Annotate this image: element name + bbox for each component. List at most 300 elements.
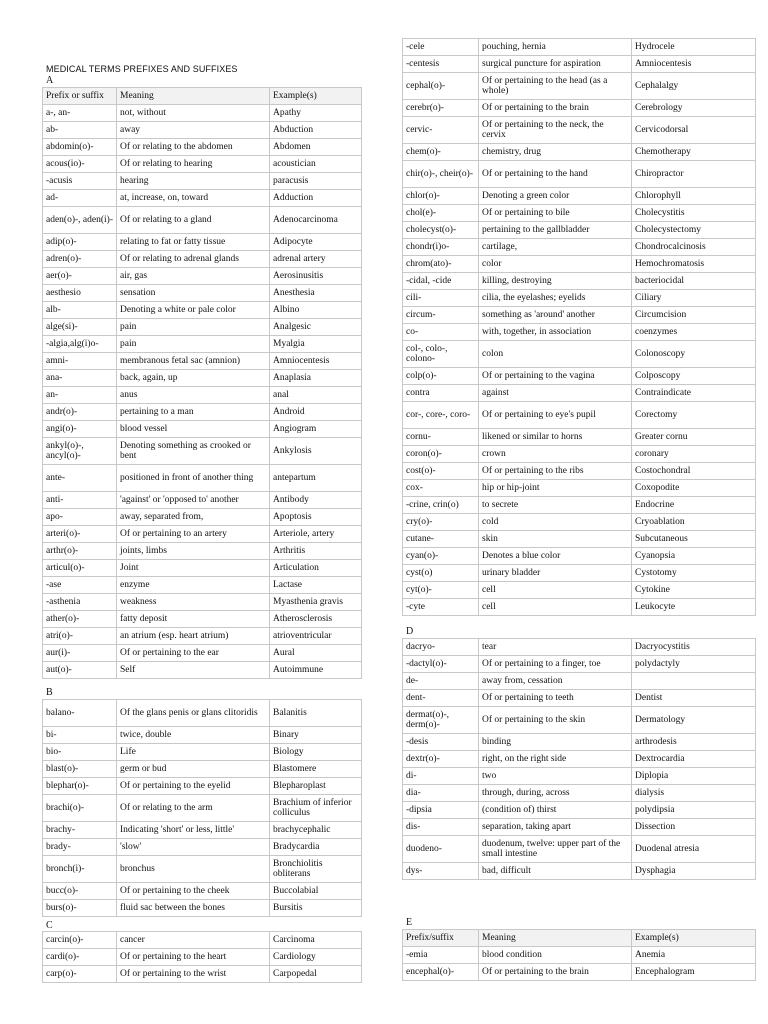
term-prefix: -dipsia [403,802,479,819]
term-meaning: Of or pertaining to the neck, the cervix [479,117,632,144]
term-prefix: aer(o)- [43,268,117,285]
term-prefix: balano- [43,700,117,727]
table-row [403,531,756,548]
term-prefix: ana- [43,370,117,387]
table-row [43,404,362,421]
term-example: Angiogram [270,421,362,438]
table-row [43,856,362,883]
term-meaning: Denoting something as crooked or bent [117,438,270,465]
table-row [43,509,362,526]
term-example: Abduction [270,122,362,139]
term-example: acoustician [270,156,362,173]
table-row [43,560,362,577]
term-meaning: cancer [117,932,270,949]
table-section-a [42,87,362,679]
term-prefix: cyt(o)- [403,582,479,599]
term-prefix: burs(o)- [43,900,117,917]
term-example: Costochondral [632,463,756,480]
term-example: Ankylosis [270,438,362,465]
term-meaning: Of or pertaining to the heart [117,949,270,966]
term-prefix: brachi(o)- [43,795,117,822]
table-row [403,56,756,73]
term-meaning: Of or pertaining to the head (as a whole) [479,73,632,100]
term-example: Bradycardia [270,839,362,856]
term-meaning: pertaining to the gallbladder [479,222,632,239]
term-example: Cyanopsia [632,548,756,565]
table-section-b [42,699,362,917]
term-prefix: dent- [403,690,479,707]
term-example: Myalgia [270,336,362,353]
term-example: dialysis [632,785,756,802]
term-meaning: fatty deposit [117,611,270,628]
term-prefix: aut(o)- [43,662,117,679]
term-example: Dextrocardia [632,751,756,768]
table-header-row [43,88,362,105]
term-prefix: alge(si)- [43,319,117,336]
table-row [43,465,362,492]
header-example: Example(s) [270,88,362,105]
term-example: Carcinoma [270,932,362,949]
term-meaning: cilia, the eyelashes; eyelids [479,290,632,307]
table-row [403,565,756,582]
term-prefix: adip(o)- [43,234,117,251]
term-example: Corectomy [632,402,756,429]
term-example: Cardiology [270,949,362,966]
term-meaning: cold [479,514,632,531]
section-heading-b: B [46,687,53,698]
table-row [43,251,362,268]
term-prefix: ankyl(o)-, ancyl(o)- [43,438,117,465]
term-prefix: -ase [43,577,117,594]
term-example: antepartum [270,465,362,492]
term-example: Cholecystectomy [632,222,756,239]
term-meaning: Of or pertaining to the brain [479,964,632,981]
table-row [403,161,756,188]
term-prefix: bucc(o)- [43,883,117,900]
term-prefix: abdomin(o)- [43,139,117,156]
term-meaning: Of or pertaining to the vagina [479,368,632,385]
term-prefix: ab- [43,122,117,139]
term-prefix: chir(o)-, cheir(o)- [403,161,479,188]
term-prefix: coron(o)- [403,446,479,463]
term-prefix: -algia,alg(i)o- [43,336,117,353]
term-example: Chiropractor [632,161,756,188]
term-prefix: -centesis [403,56,479,73]
term-example: Greater cornu [632,429,756,446]
table-row [43,353,362,370]
term-example: Blastomere [270,761,362,778]
term-example: Android [270,404,362,421]
term-example: Dacryocystitis [632,639,756,656]
table-row [43,285,362,302]
term-example: Albino [270,302,362,319]
term-prefix: blephar(o)- [43,778,117,795]
term-prefix: -emia [403,947,479,964]
table-row [43,370,362,387]
term-prefix: angi(o)- [43,421,117,438]
table-row [43,645,362,662]
term-meaning: fluid sac between the bones [117,900,270,917]
table-row [43,700,362,727]
term-example: Antibody [270,492,362,509]
term-meaning: chemistry, drug [479,144,632,161]
term-meaning: bronchus [117,856,270,883]
term-meaning: Self [117,662,270,679]
term-meaning: urinary bladder [479,565,632,582]
term-meaning: 'slow' [117,839,270,856]
term-example: Hemochromatosis [632,256,756,273]
term-prefix: carp(o)- [43,966,117,983]
term-example: Adenocarcinoma [270,207,362,234]
table-row [403,707,756,734]
term-prefix: duodeno- [403,836,479,863]
term-prefix: cornu- [403,429,479,446]
table-row [43,628,362,645]
term-prefix: -dactyl(o)- [403,656,479,673]
term-prefix: di- [403,768,479,785]
table-row [403,446,756,463]
term-prefix: chrom(ato)- [403,256,479,273]
table-row [43,949,362,966]
term-prefix: chem(o)- [403,144,479,161]
term-prefix: chlor(o)- [403,188,479,205]
term-prefix: brachy- [43,822,117,839]
term-meaning: Of or relating to adrenal glands [117,251,270,268]
term-prefix: aesthesio [43,285,117,302]
term-meaning: Denoting a green color [479,188,632,205]
term-meaning: cell [479,582,632,599]
term-prefix: cutane- [403,531,479,548]
table-row [43,173,362,190]
term-example: Cholecystitis [632,205,756,222]
term-example: Dermatology [632,707,756,734]
term-meaning: likened or similar to horns [479,429,632,446]
term-prefix: -asthenia [43,594,117,611]
table-row [403,290,756,307]
term-meaning: Of or pertaining to eye's pupil [479,402,632,429]
term-prefix: ad- [43,190,117,207]
term-meaning: Of or pertaining to the ear [117,645,270,662]
term-example: Dysphagia [632,863,756,880]
table-row [43,932,362,949]
term-meaning: Of or pertaining to the brain [479,100,632,117]
term-meaning: Of or pertaining to the cheek [117,883,270,900]
table-row [403,239,756,256]
term-prefix: -crine, crin(o) [403,497,479,514]
term-meaning: away, separated from, [117,509,270,526]
term-prefix: bronch(i)- [43,856,117,883]
term-example: Atherosclerosis [270,611,362,628]
table-row [43,543,362,560]
term-prefix: cardi(o)- [43,949,117,966]
term-example: Abdomen [270,139,362,156]
table-row [403,802,756,819]
term-prefix: cor-, core-, coro- [403,402,479,429]
term-example: anal [270,387,362,404]
term-example: Cystotomy [632,565,756,582]
term-meaning: (condition of) thirst [479,802,632,819]
table-section-e [402,929,756,981]
table-row [43,761,362,778]
term-example: Buccolabial [270,883,362,900]
term-meaning: to secrete [479,497,632,514]
table-row [43,319,362,336]
term-meaning: joints, limbs [117,543,270,560]
table-row [403,964,756,981]
table-row [43,105,362,122]
table-row [43,122,362,139]
term-meaning: back, again, up [117,370,270,387]
term-meaning: tear [479,639,632,656]
table-row [43,744,362,761]
table-row [403,463,756,480]
table-row [43,492,362,509]
term-example: coronary [632,446,756,463]
term-meaning: binding [479,734,632,751]
header-meaning: Meaning [117,88,270,105]
term-meaning: pain [117,336,270,353]
term-meaning: pertaining to a man [117,404,270,421]
table-row [43,883,362,900]
table-row [403,751,756,768]
term-meaning: crown [479,446,632,463]
document-title: MEDICAL TERMS PREFIXES AND SUFFIXES [46,64,238,74]
term-example: Duodenal atresia [632,836,756,863]
term-meaning: killing, destroying [479,273,632,290]
section-heading-d: D [406,626,414,637]
table-row [403,100,756,117]
term-example: Lactase [270,577,362,594]
table-row [403,734,756,751]
table-row [43,662,362,679]
header-prefix: Prefix or suffix [43,88,117,105]
table-row [403,307,756,324]
term-meaning: positioned in front of another thing [117,465,270,492]
term-meaning: duodenum, twelve: upper part of the small intestine [479,836,632,863]
term-example: Apoptosis [270,509,362,526]
term-meaning: blood vessel [117,421,270,438]
header-example: Example(s) [632,930,756,947]
header-prefix: Prefix/suffix [403,930,479,947]
term-example: Chemotherapy [632,144,756,161]
table-row [403,256,756,273]
term-meaning: sensation [117,285,270,302]
term-meaning: air, gas [117,268,270,285]
term-example: Cephalalgy [632,73,756,100]
table-row [403,144,756,161]
term-example: Autoimmune [270,662,362,679]
table-row [43,900,362,917]
term-example: Circumcision [632,307,756,324]
term-example: Chlorophyll [632,188,756,205]
table-row [403,188,756,205]
term-example: brachycephalic [270,822,362,839]
table-row [43,302,362,319]
term-meaning: hearing [117,173,270,190]
table-row [403,599,756,616]
term-prefix: cox- [403,480,479,497]
term-meaning: Of or pertaining to the eyelid [117,778,270,795]
term-prefix: -cyte [403,599,479,616]
term-meaning: relating to fat or fatty tissue [117,234,270,251]
term-example: Coxopodite [632,480,756,497]
table-row [403,324,756,341]
term-meaning: skin [479,531,632,548]
term-prefix: arteri(o)- [43,526,117,543]
term-example: Diplopia [632,768,756,785]
table-row [43,421,362,438]
term-prefix: colp(o)- [403,368,479,385]
table-row [43,207,362,234]
term-example: Hydrocele [632,39,756,56]
term-prefix: blast(o)- [43,761,117,778]
term-meaning: weakness [117,594,270,611]
term-example: Aerosinusitis [270,268,362,285]
term-meaning: surgical puncture for aspiration [479,56,632,73]
term-example [632,673,756,690]
term-meaning: Indicating 'short' or less, little' [117,822,270,839]
term-prefix: cili- [403,290,479,307]
term-example: Anaplasia [270,370,362,387]
table-row [403,656,756,673]
term-prefix: dextr(o)- [403,751,479,768]
term-example: Colonoscopy [632,341,756,368]
table-row [43,966,362,983]
table-row [43,268,362,285]
table-row [43,139,362,156]
term-meaning: cartilage, [479,239,632,256]
table-row [43,577,362,594]
term-prefix: -desis [403,734,479,751]
term-example: Colposcopy [632,368,756,385]
term-meaning: separation, taking apart [479,819,632,836]
table-section-d [402,638,756,880]
term-prefix: -acusis [43,173,117,190]
term-example: Articulation [270,560,362,577]
table-row [403,863,756,880]
term-prefix: adren(o)- [43,251,117,268]
term-prefix: bi- [43,727,117,744]
term-meaning: enzyme [117,577,270,594]
table-row [43,190,362,207]
term-example: Analgesic [270,319,362,336]
term-meaning: with, together, in association [479,324,632,341]
term-prefix: acous(io)- [43,156,117,173]
term-example: Subcutaneous [632,531,756,548]
term-prefix: an- [43,387,117,404]
section-heading-c: C [46,920,53,931]
table-row [403,639,756,656]
term-example: Cervicodorsal [632,117,756,144]
section-heading-a: A [46,75,54,86]
term-meaning: twice, double [117,727,270,744]
term-prefix: brady- [43,839,117,856]
term-prefix: alb- [43,302,117,319]
table-row [403,39,756,56]
term-meaning: not, without [117,105,270,122]
term-prefix: -cele [403,39,479,56]
table-row [403,836,756,863]
term-prefix: encephal(o)- [403,964,479,981]
term-example: Chondrocalcinosis [632,239,756,256]
term-prefix: cholecyst(o)- [403,222,479,239]
term-prefix: aur(i)- [43,645,117,662]
term-meaning: Of or pertaining to a finger, toe [479,656,632,673]
table-row [403,768,756,785]
term-example: Leukocyte [632,599,756,616]
term-prefix: cyst(o) [403,565,479,582]
term-prefix: dermat(o)-, derm(o)- [403,707,479,734]
term-meaning: Of or relating to a gland [117,207,270,234]
term-example: Bronchiolitis obliterans [270,856,362,883]
table-row [403,341,756,368]
term-prefix: cost(o)- [403,463,479,480]
term-meaning: anus [117,387,270,404]
term-example: paracusis [270,173,362,190]
table-row [403,785,756,802]
term-example: Adduction [270,190,362,207]
term-meaning: germ or bud [117,761,270,778]
term-meaning: right, on the right side [479,751,632,768]
term-prefix: bio- [43,744,117,761]
table-row [403,690,756,707]
table-row [403,273,756,290]
term-meaning: Of or pertaining to the skin [479,707,632,734]
term-example: Anesthesia [270,285,362,302]
term-example: Amniocentesis [632,56,756,73]
term-example: Dentist [632,690,756,707]
table-row [43,594,362,611]
term-example: Cerebrology [632,100,756,117]
term-example: Cytokine [632,582,756,599]
term-example: Encephalogram [632,964,756,981]
term-example: Anemia [632,947,756,964]
table-row [43,822,362,839]
table-row [403,497,756,514]
table-row [43,526,362,543]
term-prefix: cephal(o)- [403,73,479,100]
term-example: atrioventricular [270,628,362,645]
term-meaning: Of or pertaining to teeth [479,690,632,707]
term-example: Contraindicate [632,385,756,402]
table-row [43,336,362,353]
term-example: Dissection [632,819,756,836]
term-example: Brachium of inferior colliculus [270,795,362,822]
term-example: adrenal artery [270,251,362,268]
term-meaning: through, during, across [479,785,632,802]
term-meaning: pain [117,319,270,336]
term-meaning: Of or relating to hearing [117,156,270,173]
term-prefix: dis- [403,819,479,836]
term-prefix: andr(o)- [43,404,117,421]
term-example: Arthritis [270,543,362,560]
term-example: Blepharoplast [270,778,362,795]
table-row [403,222,756,239]
term-prefix: ante- [43,465,117,492]
term-example: Balanitis [270,700,362,727]
term-prefix: carcin(o)- [43,932,117,949]
term-example: Myasthenia gravis [270,594,362,611]
table-row [43,611,362,628]
term-prefix: arthr(o)- [43,543,117,560]
table-row [403,205,756,222]
term-prefix: -cidal, -cide [403,273,479,290]
table-row [403,480,756,497]
term-meaning: away from, cessation [479,673,632,690]
table-header-row [403,930,756,947]
term-prefix: anti- [43,492,117,509]
term-example: Ciliary [632,290,756,307]
